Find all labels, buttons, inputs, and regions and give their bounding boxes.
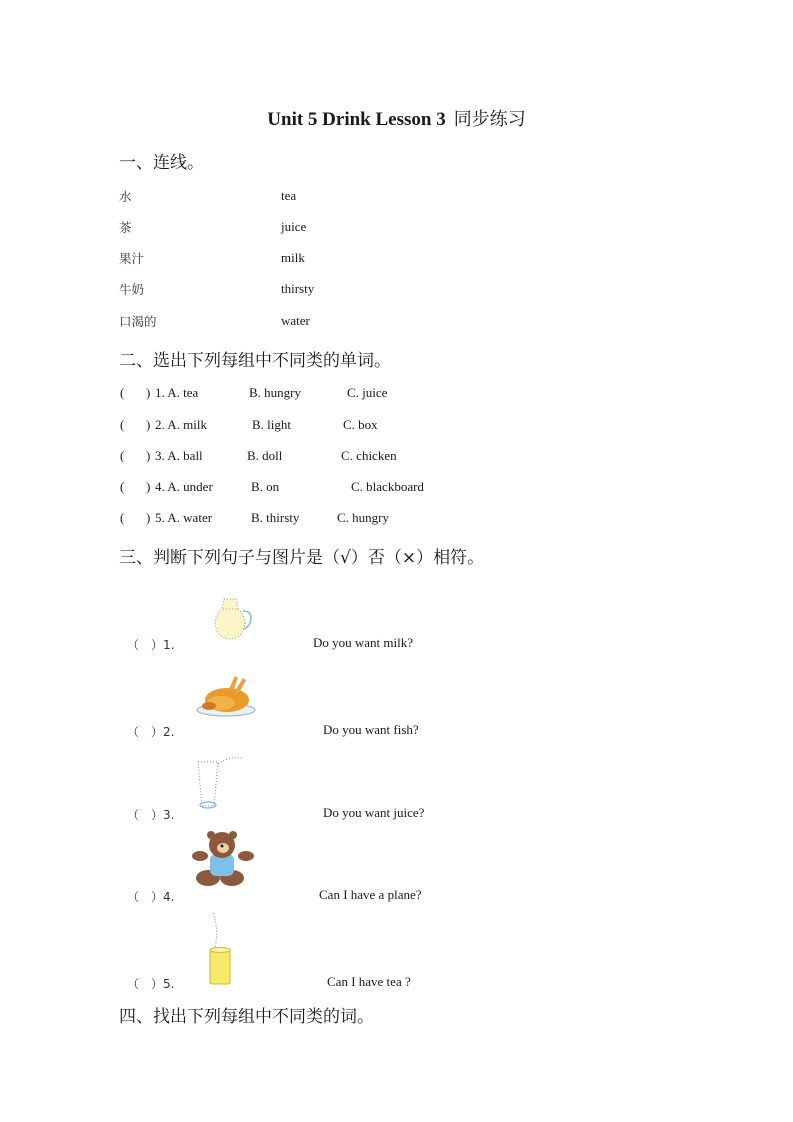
answer-bracket[interactable]: ( [120, 448, 125, 463]
answer-bracket[interactable]: ( [120, 385, 125, 400]
teddy-bear-picture [192, 830, 254, 890]
option-b: B. doll [247, 448, 283, 463]
sentence: Do you want fish? [323, 722, 419, 737]
option-a: 1. A. tea [155, 385, 199, 400]
answer-bracket-close: ) [146, 385, 151, 400]
option-b: B. light [252, 417, 292, 432]
answer-bracket[interactable]: ( [120, 417, 125, 432]
glass-of-water-picture [190, 752, 245, 812]
answer-bracket-close: ) [146, 448, 151, 463]
match-left-item: 口渴的 [119, 314, 157, 329]
match-right-item: juice [281, 219, 307, 234]
option-b: B. on [251, 479, 280, 494]
section4-heading: 四、找出下列每组中不同类的词。 [119, 1007, 374, 1027]
glass-of-juice-picture [205, 908, 235, 988]
section1-heading: 一、连线。 [119, 153, 204, 173]
match-left-item: 茶 [119, 220, 132, 235]
option-c: C. hungry [337, 510, 389, 525]
answer-bracket[interactable]: ( [120, 479, 125, 494]
option-c: C. chicken [341, 448, 397, 463]
answer-bracket-close: ) [146, 417, 151, 432]
match-right-item: water [281, 313, 310, 328]
match-right-item: tea [281, 188, 297, 203]
answer-label[interactable]: （ ）4. [127, 890, 175, 904]
section3-heading: 三、判断下列句子与图片是（√）否（×）相符。 [119, 548, 485, 568]
sentence: Can I have a plane? [319, 887, 422, 902]
answer-bracket[interactable]: ( [120, 510, 125, 525]
sentence: Do you want juice? [323, 805, 425, 820]
answer-label[interactable]: （ ）3. [127, 808, 175, 822]
option-a: 5. A. water [155, 510, 213, 525]
option-c: C. box [343, 417, 378, 432]
answer-bracket-close: ) [146, 479, 151, 494]
match-left-item: 水 [119, 189, 132, 204]
answer-label[interactable]: （ ）5. [127, 977, 175, 991]
answer-label[interactable]: （ ）2. [127, 725, 175, 739]
answer-label[interactable]: （ ）1. [127, 638, 175, 652]
roast-chicken-picture [195, 673, 257, 718]
match-right-item: milk [281, 250, 305, 265]
section2-heading: 二、选出下列每组中不同类的单词。 [119, 351, 391, 371]
title-cn: 同步练习 [453, 109, 526, 130]
answer-bracket-close: ) [146, 510, 151, 525]
option-a: 3. A. ball [155, 448, 203, 463]
option-b: B. hungry [249, 385, 301, 400]
title-en: Unit 5 Drink Lesson 3 [267, 109, 446, 130]
option-c: C. juice [347, 385, 388, 400]
option-b: B. thirsty [251, 510, 300, 525]
match-left-item: 牛奶 [119, 282, 145, 297]
match-left-item: 果汁 [119, 251, 145, 266]
milk-jug-picture [210, 593, 255, 641]
match-right-item: thirsty [281, 281, 315, 296]
option-a: 2. A. milk [155, 417, 208, 432]
option-c: C. blackboard [351, 479, 424, 494]
sentence: Can I have tea ? [327, 974, 411, 989]
sentence: Do you want milk? [313, 635, 414, 650]
page-title [0, 105, 793, 131]
option-a: 4. A. under [155, 479, 213, 494]
